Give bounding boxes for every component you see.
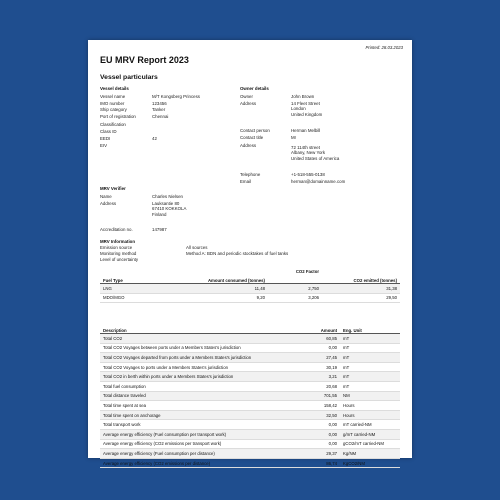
telephone-label: Telephone — [240, 172, 261, 177]
fuel-row-cell: 11,48 — [192, 284, 268, 294]
email-value: herman@domainname.com — [291, 179, 346, 184]
description-row-cell: 0,00 — [302, 343, 340, 353]
description-row-cell: Total CO2 in berth within ports under a Members States's jurisdiction — [100, 372, 302, 382]
vessel-detail-label: Class ID — [100, 129, 117, 134]
contact-person-label: Contact person — [240, 128, 270, 133]
amount-consumed-header: Amount consumed (tonnes) — [192, 268, 268, 284]
description-row-cell: Hours — [340, 401, 400, 411]
contact-address: 72 114th street Albany, New York United States of America — [291, 145, 340, 161]
contact-title-label: Contact title — [240, 135, 264, 140]
description-row-cell: 3,21 — [302, 372, 340, 382]
description-row-cell: Total time spent on anchorage — [100, 410, 302, 420]
fuel-row-cell: 2,750 — [268, 284, 322, 294]
contact-title-value: Mr — [291, 135, 297, 140]
owner-address-label: Address — [240, 101, 257, 106]
vessel-detail-value: Chennai — [152, 114, 169, 119]
email-label: Email — [240, 179, 251, 184]
description-row-cell: mT — [340, 334, 400, 344]
description-row — [100, 449, 400, 459]
description-row-cell: Total CO2 Voyages to ports under a Members States's jurisdiction — [100, 362, 302, 372]
description-row-cell: Average energy efficiency (CO2 emissions per transport work) — [100, 439, 302, 449]
vessel-detail-label: EEDI — [100, 136, 111, 141]
description-row-cell: KgCO2/NM — [340, 458, 400, 468]
uncertainty-label: Level of uncertainty — [100, 257, 139, 262]
fuel-row-cell: 29,50 — [322, 293, 400, 303]
description-row-cell: 86,74 — [302, 458, 340, 468]
description-row-cell: 27,45 — [302, 353, 340, 363]
description-row-cell: Total time spent at sea — [100, 401, 302, 411]
co2-factor-header: CO2 Factor — [268, 268, 322, 284]
vessel-detail-label: Port of registration — [100, 114, 136, 119]
description-row-cell: 0,00 — [302, 420, 340, 430]
monitoring-method-value: Method A: BDN and periodic stocktakes of fuel tanks — [186, 251, 289, 256]
emission-source-value: All sources — [186, 245, 208, 250]
fuel-row-cell: LNG — [100, 284, 192, 294]
description-row-cell: Kg/NM — [340, 449, 400, 459]
verifier-address-label: Address — [100, 201, 117, 206]
description-row-cell: g/mT carried-NM — [340, 429, 400, 439]
description-row-cell: Total CO2 Voyages departed from ports under a Members States's jurisdiction — [100, 353, 302, 363]
owner-value: John Brown — [291, 94, 315, 99]
description-row-cell: 158,42 — [302, 401, 340, 411]
description-row-cell: 32,50 — [302, 410, 340, 420]
description-row — [100, 439, 400, 449]
emission-source-label: Emission source — [100, 245, 133, 250]
description-row-cell: NM — [340, 391, 400, 401]
owner-details-heading: Owner details — [240, 86, 269, 91]
owner-address: 14 Fleet Street London United Kingdom — [291, 101, 323, 117]
fuel-row-cell: 31,38 — [322, 284, 400, 294]
fuel-table-header — [100, 268, 400, 284]
description-row-cell: Average energy efficiency (Fuel consumption per transport work) — [100, 429, 302, 439]
section-title: Vessel particulars — [100, 74, 158, 81]
description-row — [100, 353, 400, 363]
vessel-detail-value: Tanker — [152, 107, 166, 112]
description-row-cell: 701,55 — [302, 391, 340, 401]
description-row-cell: 0,00 — [302, 439, 340, 449]
description-row-cell: Total distance traveled — [100, 391, 302, 401]
description-row-cell: 0,00 — [302, 429, 340, 439]
description-row-cell: Total CO2 — [100, 334, 302, 344]
fuel-row-cell: MDO/MGO — [100, 293, 192, 303]
fuel-row-cell: 3,206 — [268, 293, 322, 303]
owner-label: Owner — [240, 94, 253, 99]
description-row — [100, 362, 400, 372]
vessel-detail-label: Vessel name — [100, 94, 126, 99]
co2-emitted-header: CO2 emitted (tonnes) — [322, 268, 400, 284]
report-page — [88, 40, 412, 466]
description-row-cell: mT carried-NM — [340, 420, 400, 430]
description-row-cell: 60,85 — [302, 334, 340, 344]
contact-address-label: Address — [240, 143, 257, 148]
description-row-cell: Total CO2 Voyages between ports under a Members States's jurisdiction — [100, 343, 302, 353]
printed-date: Printed: 28.03.2023 — [365, 45, 403, 50]
fuel-row — [100, 284, 400, 294]
vessel-detail-value: 123456 — [152, 101, 167, 106]
description-row — [100, 429, 400, 439]
description-header: Description — [100, 323, 302, 334]
description-row — [100, 420, 400, 430]
vessel-detail-label: Ship category — [100, 107, 127, 112]
description-row — [100, 458, 400, 468]
description-row-cell: Average energy efficiency (CO2 emissions per distance) — [100, 458, 302, 468]
vessel-detail-label: EIV — [100, 143, 108, 148]
description-row-cell: Total fuel consumption — [100, 381, 302, 391]
verifier-name-label: Name — [100, 194, 112, 199]
description-row-cell: mT — [340, 362, 400, 372]
description-row-cell: mT — [340, 381, 400, 391]
description-row-cell: 30,19 — [302, 362, 340, 372]
monitoring-method-label: Monitoring method — [100, 251, 137, 256]
description-row-cell: 29,37 — [302, 449, 340, 459]
fuel-table — [100, 268, 400, 303]
description-row-cell: 20,68 — [302, 381, 340, 391]
description-row-cell: mT — [340, 353, 400, 363]
description-row-cell: gCO2/mT carried-NM — [340, 439, 400, 449]
mrv-info-heading: MRV Information — [100, 239, 136, 244]
description-row — [100, 334, 400, 344]
description-row-cell: Average energy efficiency (Fuel consumption per distance) — [100, 449, 302, 459]
vessel-detail-value: 42 — [152, 136, 157, 141]
accreditation-label: Accreditation no. — [100, 227, 133, 232]
vessel-detail-label: IMO number — [100, 101, 125, 106]
fuel-row — [100, 293, 400, 303]
fuel-row-cell: 9,20 — [192, 293, 268, 303]
description-table-header — [100, 323, 400, 334]
description-row — [100, 391, 400, 401]
description-row-cell: mT — [340, 343, 400, 353]
vessel-detail-value: M/T Kongsberg Princess — [152, 94, 200, 99]
verifier-address: Lauksantie 80 67410 KOKKOLA Finland — [152, 201, 187, 217]
contact-person-value: Herman Melbill — [291, 128, 321, 133]
description-row — [100, 410, 400, 420]
verifier-name-value: Charles Nielsen — [152, 194, 183, 199]
description-row-cell: Hours — [340, 410, 400, 420]
fuel-type-header: Fuel Type — [100, 268, 192, 284]
eng-unit-header: Eng. Unit — [340, 323, 400, 334]
description-row — [100, 372, 400, 382]
description-row-cell: Total transport work — [100, 420, 302, 430]
description-row — [100, 343, 400, 353]
vessel-details-heading: Vessel details — [100, 86, 129, 91]
accreditation-value: 147987 — [152, 227, 167, 232]
description-row — [100, 381, 400, 391]
description-row-cell: mT — [340, 372, 400, 382]
vessel-detail-label: Classification — [100, 122, 126, 127]
telephone-value: +1-518-555-0138 — [291, 172, 325, 177]
description-row — [100, 401, 400, 411]
report-title: EU MRV Report 2023 — [100, 55, 189, 65]
amount-header: Amount — [302, 323, 340, 334]
verifier-heading: MRV Verifier — [100, 186, 126, 191]
description-table — [100, 323, 400, 468]
